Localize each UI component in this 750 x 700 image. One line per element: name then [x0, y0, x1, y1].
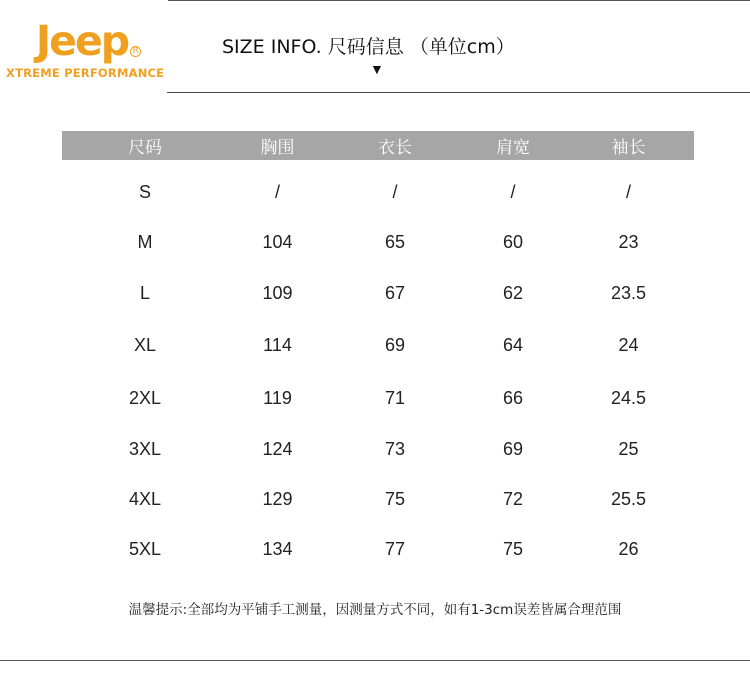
- table-cell: 4XL: [128, 488, 162, 509]
- logo-word-text: Jeep: [35, 17, 129, 65]
- table-cell: 3XL: [128, 438, 162, 459]
- logo-wordmark: [35, 17, 139, 65]
- table-cell: /: [274, 181, 280, 202]
- table-cell: 60: [502, 232, 524, 252]
- table-cell: 24: [618, 335, 639, 355]
- column-header: 袖长: [611, 138, 646, 158]
- column-header: 肩宽: [496, 138, 530, 158]
- table-cell: 67: [384, 283, 406, 303]
- table-cell: 66: [502, 387, 524, 408]
- down-arrow-icon: ▼: [370, 61, 384, 77]
- measurement-note: 温馨提示:全部均为平铺手工测量，因测量方式不同，如有1-3cm误差皆属合理范围: [128, 602, 622, 618]
- table-row: [62, 217, 694, 268]
- table-cell: 114: [263, 335, 292, 355]
- logo-tagline: XTREME PERFORMANCE: [6, 66, 165, 80]
- table-cell: 62: [502, 283, 524, 303]
- table-cell: 104: [262, 232, 293, 252]
- table-header: [62, 131, 694, 160]
- page-title: SIZE INFO. 尺码信息 （单位cm）: [222, 36, 515, 58]
- table-cell: 64: [502, 335, 524, 355]
- table-cell: 23: [618, 232, 639, 252]
- registered-mark-icon: R: [130, 46, 141, 57]
- table-row: [62, 474, 694, 524]
- table-cell: 69: [384, 335, 406, 355]
- table-cell: 24.5: [610, 387, 647, 408]
- table-cell: 129: [262, 488, 293, 509]
- table-cell: /: [392, 181, 398, 202]
- table-cell: 109: [262, 283, 293, 303]
- header-rule: [167, 92, 750, 93]
- table-cell: S: [138, 181, 151, 202]
- table-cell: 75: [384, 488, 406, 509]
- table-cell: 75: [502, 538, 524, 559]
- table-cell: 124: [262, 438, 293, 459]
- table-cell: 5XL: [128, 538, 162, 559]
- column-header: 胸围: [260, 138, 295, 158]
- table-cell: 25.5: [610, 488, 647, 509]
- table-cell: /: [510, 181, 516, 202]
- top-rule: [168, 0, 750, 1]
- table-cell: 119: [263, 387, 292, 408]
- brand-logo: [6, 17, 165, 80]
- table-row: [62, 372, 694, 424]
- table-cell: 26: [618, 538, 639, 559]
- table-cell: XL: [133, 335, 157, 355]
- table-row: [62, 268, 694, 319]
- table-cell: 65: [384, 232, 406, 252]
- table-cell: M: [137, 232, 153, 252]
- size-table: [62, 131, 694, 574]
- table-row: [62, 424, 694, 474]
- table-cell: 72: [502, 488, 524, 509]
- table-cell: 23.5: [610, 283, 647, 303]
- table-cell: 2XL: [128, 387, 162, 408]
- column-header: 衣长: [378, 138, 412, 158]
- table-cell: 77: [384, 538, 406, 559]
- table-body: [62, 167, 694, 574]
- table-cell: /: [625, 181, 631, 202]
- table-cell: 69: [502, 438, 524, 459]
- column-header: 尺码: [128, 138, 162, 158]
- table-cell: 134: [262, 538, 293, 559]
- table-cell: 73: [384, 438, 406, 459]
- table-row: [62, 167, 694, 217]
- table-cell: 71: [384, 387, 406, 408]
- table-cell: 25: [618, 438, 639, 459]
- table-row: [62, 319, 694, 372]
- table-row: [62, 524, 694, 574]
- bottom-rule: [0, 660, 750, 661]
- table-cell: L: [139, 283, 150, 303]
